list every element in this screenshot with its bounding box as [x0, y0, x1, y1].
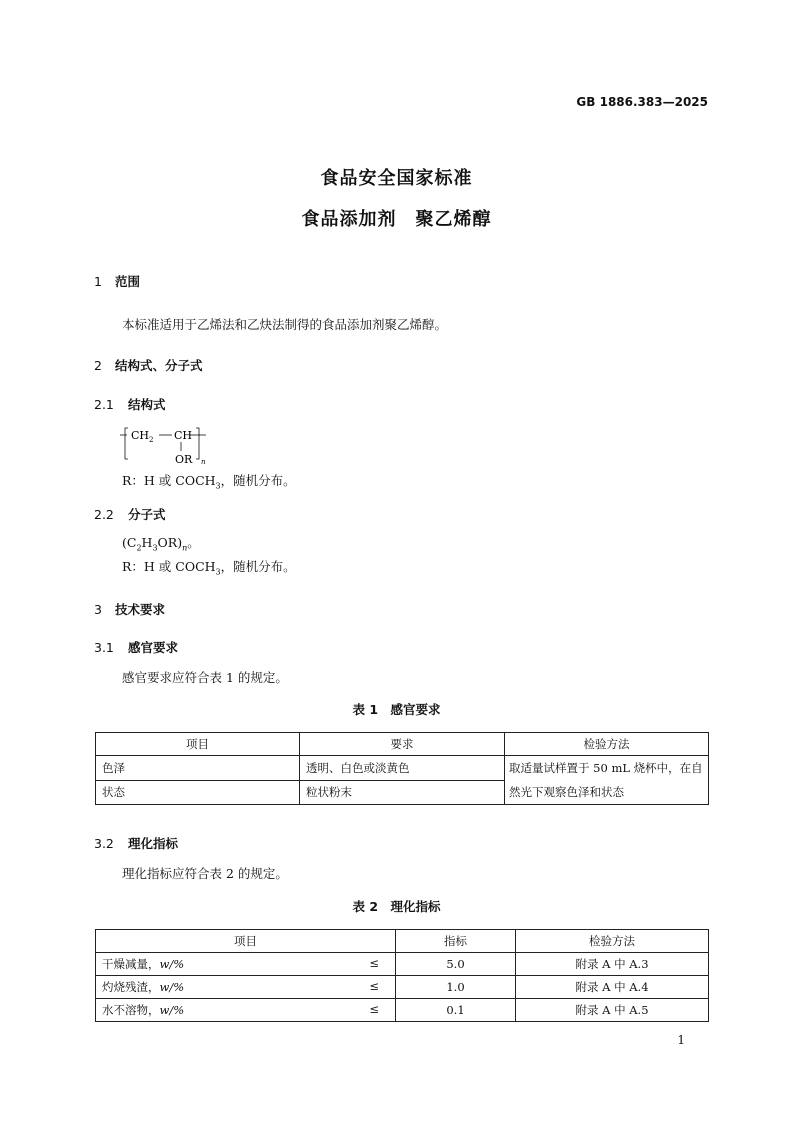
item-cell: 水不溶物，w/% ≤ — [96, 999, 396, 1022]
le-symbol: ≤ — [369, 1002, 379, 1016]
formula-ch: CH — [174, 429, 193, 442]
table-header-row — [96, 733, 709, 756]
document-title: 食品安全国家标准 — [320, 168, 473, 189]
section-3-1-heading — [94, 638, 178, 656]
column-header: 项目 — [96, 930, 396, 953]
bracket-right — [196, 428, 199, 459]
section-title: 分子式 — [128, 507, 166, 522]
sensory-table — [95, 732, 709, 805]
table-row — [96, 756, 709, 781]
r-group-note-2: R：H 或 $COCH_3$，随机分布。 — [122, 559, 296, 577]
column-header: 检验方法 — [516, 930, 709, 953]
section-number: 3 — [94, 602, 102, 617]
structural-formula — [120, 425, 220, 467]
item-cell: 干燥减量，w/% ≤ — [96, 953, 396, 976]
physicochemical-text: 理化指标应符合表 2 的规定。 — [122, 866, 288, 881]
section-number: 2 — [94, 358, 102, 373]
formula-ch2: $CH_2$ — [131, 429, 154, 444]
section-1-heading — [94, 272, 140, 290]
section-number: 2.1 — [94, 397, 114, 412]
value-cell: 5.0 — [396, 953, 516, 976]
table-row — [96, 953, 709, 976]
formula-n: n — [201, 458, 206, 466]
le-symbol: ≤ — [369, 979, 379, 993]
table-1-caption: 表 1 感官要求 — [352, 702, 441, 717]
le-symbol: ≤ — [369, 956, 379, 970]
item-cell: 色泽 — [96, 756, 300, 781]
section-2-heading — [94, 356, 203, 374]
document-subtitle: 食品添加剂 聚乙烯醇 — [301, 209, 492, 230]
section-3-2-heading — [94, 834, 178, 852]
section-title: 结构式、分子式 — [115, 358, 203, 373]
section-title: 技术要求 — [115, 602, 166, 617]
method-cell: 附录 A 中 A.4 — [516, 976, 709, 999]
requirement-cell: 粒状粉末 — [300, 780, 505, 805]
page-number: 1 — [677, 1033, 685, 1047]
method-cell: 附录 A 中 A.3 — [516, 953, 709, 976]
section-number: 1 — [94, 274, 102, 289]
section-title: 结构式 — [128, 397, 166, 412]
item-cell: 状态 — [96, 780, 300, 805]
value-cell: 0.1 — [396, 999, 516, 1022]
bracket-left — [125, 428, 128, 459]
physicochemical-table — [95, 929, 709, 1022]
section-3-heading — [94, 600, 165, 618]
sensory-requirement-text: 感官要求应符合表 1 的规定。 — [122, 670, 288, 685]
section-title: 感官要求 — [128, 640, 179, 655]
r-group-note-1: R：H 或 $COCH_3$，随机分布。 — [122, 473, 296, 491]
method-cell: 附录 A 中 A.5 — [516, 999, 709, 1022]
section-2-1-heading — [94, 395, 166, 413]
section-number: 2.2 — [94, 507, 114, 522]
molecular-formula: $(C_2H_3OR)_n$。 — [122, 535, 200, 553]
table-2-caption: 表 2 理化指标 — [352, 899, 441, 914]
section-title: 范围 — [115, 274, 141, 289]
formula-or: OR — [175, 453, 193, 466]
table-header-row — [96, 930, 709, 953]
requirement-cell: 透明、白色或淡黄色 — [300, 756, 505, 781]
section-number: 3.1 — [94, 640, 114, 655]
item-cell: 灼烧残渣，w/% ≤ — [96, 976, 396, 999]
section-2-2-heading — [94, 505, 166, 523]
section-number: 3.2 — [94, 836, 114, 851]
column-header: 要求 — [300, 733, 505, 756]
value-cell: 1.0 — [396, 976, 516, 999]
section-title: 理化指标 — [128, 836, 179, 851]
table-row — [96, 999, 709, 1022]
table-row — [96, 976, 709, 999]
method-cell: 取适量试样置于 50 mL 烧杯中，在自然光下观察色泽和状态 — [505, 756, 709, 805]
standard-code: GB 1886.383—2025 — [576, 95, 708, 109]
column-header: 检验方法 — [505, 733, 709, 756]
column-header: 指标 — [396, 930, 516, 953]
scope-text: 本标准适用于乙烯法和乙炔法制得的食品添加剂聚乙烯醇。 — [122, 317, 448, 332]
column-header: 项目 — [96, 733, 300, 756]
